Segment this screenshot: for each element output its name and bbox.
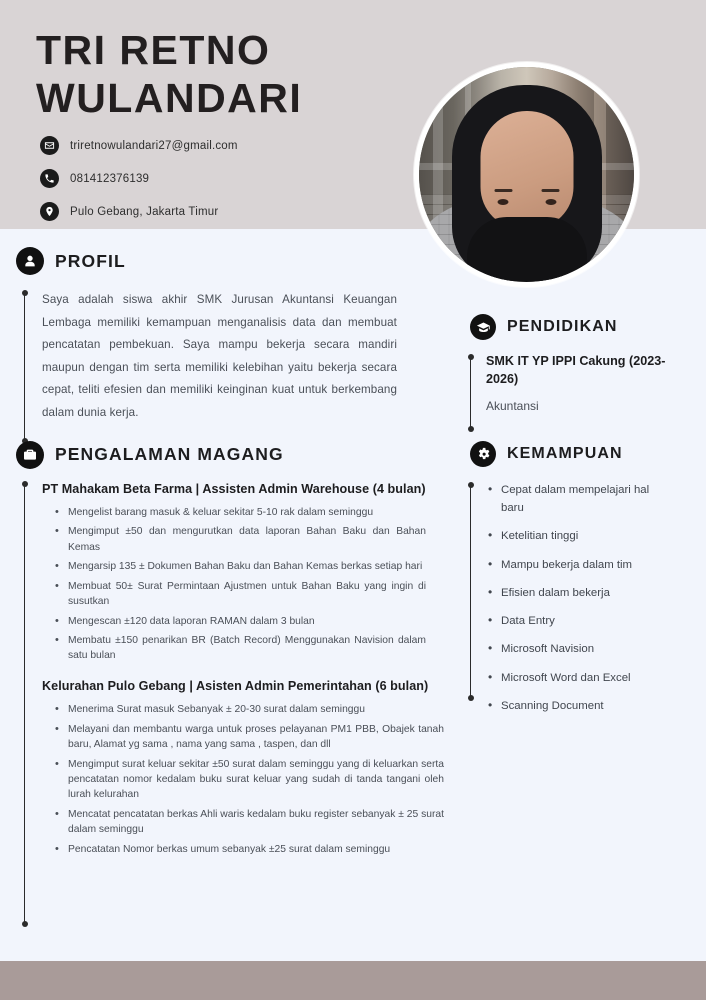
section-title-skills: KEMAMPUAN: [507, 444, 623, 462]
bullet: • Pencatatan Nomor berkas umum sebanyak ±25 surat dalam seminggu: [54, 842, 444, 857]
skills-timeline-rule: [470, 485, 471, 698]
experience-timeline-rule: [24, 484, 25, 924]
experience-item: [42, 481, 452, 664]
left-column: [0, 229, 452, 861]
bullet: • Mengimput surat keluar sekitar ±50 surat dalam seminggu yang di keluarkan serta pencatatan nomor kedalam buku surat keluar yang sudah di tanda tangani oleh lurah kelurahan: [54, 757, 444, 803]
skill-item: • Data Entry: [486, 612, 706, 630]
skill-item: • Cepat dalam mempelajari hal baru: [486, 481, 661, 518]
contact-location-text: Pulo Gebang, Jakarta Timur: [70, 205, 219, 218]
job-title: PT Mahakam Beta Farma | Assisten Admin Warehouse (4 bulan): [42, 481, 426, 496]
name-line-1: TRI RETNO: [36, 27, 271, 73]
profile-text: Saya adalah siswa akhir SMK Jurusan Akuntansi Keuangan Lembaga memiliki kemampuan menganalisis data dan membuat pencatatan pembekuan. Saya mampu bekerja secara mandiri maupun dengan tim serta memiliki kelebihan yaitu bekerja secara cepat, teliti efesien dan memiliki keinginan kuat untuk berkembang dalam dunia kerja.: [42, 293, 397, 419]
contact-email-text: triretnowulandari27@gmail.com: [70, 139, 238, 152]
bullet: • Mencatat pencatatan berkas Ahli waris kedalam buku register sebanyak ± 25 surat dalam seminggu: [54, 807, 444, 838]
gear-icon: [470, 441, 496, 467]
briefcase-icon: [16, 441, 44, 469]
bullet: • Menerima Surat masuk Sebanyak ± 20-30 surat dalam seminggu: [54, 702, 444, 717]
profile-timeline-rule: [24, 293, 25, 441]
contact-phone-text: 081412376139: [70, 172, 150, 185]
header-band: [0, 0, 706, 229]
skill-item: • Mampu bekerja dalam tim: [486, 556, 706, 574]
education-school: SMK IT YP IPPI Cakung (2023-2026): [486, 354, 666, 386]
job-title: Kelurahan Pulo Gebang | Asisten Admin Pemerintahan (6 bulan): [42, 678, 429, 693]
skill-item: • Microsoft Word dan Excel: [486, 669, 706, 687]
graduation-cap-icon: [470, 314, 496, 340]
bullet: • Melayani dan membantu warga untuk proses pelayanan PM1 PBB, Obajek tanah baru, Alamat yg sama , nama yang sama , taspen, dan dll: [54, 722, 444, 753]
job-bullets: [42, 702, 452, 857]
skill-item: • Microsoft Navision: [486, 640, 706, 658]
skills-list: [486, 481, 706, 715]
phone-icon: [40, 169, 59, 188]
skill-item: • Scanning Document: [486, 697, 706, 715]
bullet: • Mengescan ±120 data laporan RAMAN dalam 3 bulan: [54, 614, 426, 629]
email-icon: [40, 136, 59, 155]
section-header-education: [470, 314, 706, 340]
location-pin-icon: [40, 202, 59, 221]
skill-item: • Efisien dalam bekerja: [486, 584, 706, 602]
contact-location[interactable]: [40, 202, 238, 221]
bullet: • Membatu ±150 penarikan BR (Batch Record) Menggunakan Navision dalam satu bulan: [54, 633, 426, 664]
bullet: • Mengarsip 135 ± Dokumen Bahan Baku dan Bahan Kemas berkas setiap hari: [54, 559, 426, 574]
person-icon: [16, 247, 44, 275]
education-major: Akuntansi: [486, 398, 539, 413]
bullet: • Mengimput ±50 dan mengurutkan data laporan Bahan Baku dan Bahan Kemas: [54, 524, 426, 555]
candidate-name: [36, 26, 416, 123]
bullet: • Mengelist barang masuk & keluar sekitar 5-10 rak dalam seminggu: [54, 505, 426, 520]
contact-phone[interactable]: [40, 169, 238, 188]
section-header-profile: [16, 247, 452, 275]
footer-band: [0, 961, 706, 1000]
job-bullets: [42, 505, 452, 664]
right-column: [452, 229, 706, 725]
name-line-2: WULANDARI: [36, 75, 303, 122]
contact-list: [40, 136, 238, 235]
bullet: • Membuat 50± Surat Permintaan Ajustmen untuk Bahan Baku yang ingin di susutkan: [54, 579, 426, 610]
section-title-education: PENDIDIKAN: [507, 318, 618, 335]
section-header-skills: [470, 441, 706, 467]
skill-item: • Ketelitian tinggi: [486, 527, 706, 545]
section-title-profile: PROFIL: [55, 250, 126, 271]
experience-item: [42, 678, 452, 857]
contact-email[interactable]: [40, 136, 238, 155]
section-title-experience: PENGALAMAN MAGANG: [55, 444, 284, 465]
section-header-experience: [16, 441, 452, 469]
